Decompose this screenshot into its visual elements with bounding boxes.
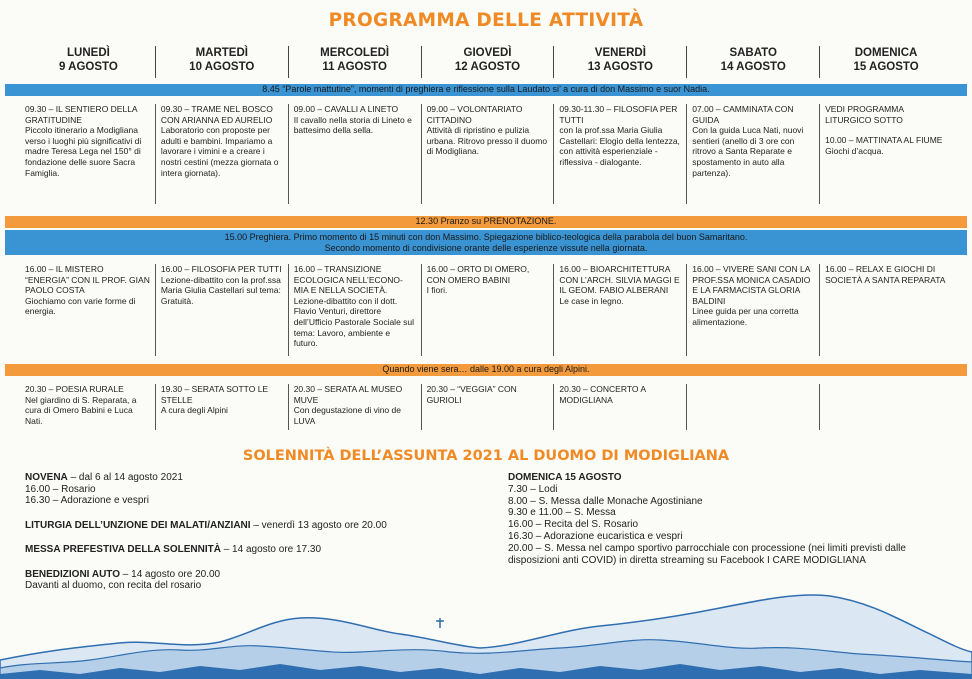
domenica-block: DOMENICA 15 AGOSTO 7.30 – Lodi 8.00 – S. Messa dalle Monache Agostiniane 9.30 e 11.00 – S. Messa 16.00 – Recita del S. Rosario 16.30 – Adorazione eucaristica e vespri 20.00 – S. Messa nel campo sportivo parrocchiale con processione (nei limiti previsti dalle disposizioni anti COVID) in diretta streaming su Facebook I CARE MODIGLIANA — [508, 472, 906, 566]
band-afternoon-prayer: 15.00 Preghiera. Primo momento di 15 minuti con don Massimo. Spiegazione biblico-teologica della parabola del buon Samaritano. Secondo momento di condivisione orante delle esperienze vissute nella giornata. — [5, 230, 967, 255]
page-title: PROGRAMMA DELLE ATTIVITÀ — [328, 10, 644, 31]
morning-row — [22, 104, 952, 204]
activity-cell: 09.30 – TRAME NEL BOSCO CON ARIANNA ED AURELIO Laboratorio con proposte per adulti e bambini. Impariamo a lavorare i vimini e a creare i nostri cestini (mezza giornata o intera giornata). — [155, 104, 288, 204]
activity-cell: 16.00 – RELAX E GIOCHI DI SOCIETÀ A SANTA REPARATA — [819, 264, 952, 356]
activity-cell: 16.00 – TRANSIZIONE ECOLOGICA NELL’ECONO-MIA E NELLA SOCIETÀ. Lezione-dibattito con il dott. Flavio Venturi, direttore dell’Ufficio Pastorale Sociale sul tema: Lavoro, ambiente e futuro. — [288, 264, 421, 356]
afternoon-row — [22, 264, 952, 356]
activity-cell: 20.30 – POESIA RURALE Nel giardino di S. Reparata, a cura di Omero Babini e Luca Nati. — [25, 384, 137, 426]
band-lunch: 12.30 Pranzo su PRENOTAZIONE. — [5, 216, 967, 228]
day-header: VENERDÌ 13 AGOSTO — [553, 46, 686, 78]
benedizioni-block: BENEDIZIONI AUTO – 14 agosto ore 20.00 Davanti al duomo, con recita del rosario — [25, 568, 221, 591]
activity-cell: 16.00 – ORTO DI OMERO, CON OMERO BABINI I fiori. — [421, 264, 554, 356]
day-header: MARTEDÌ 10 AGOSTO — [155, 46, 288, 78]
activity-cell: 19.30 – SERATA SOTTO LE STELLE A cura degli Alpini — [155, 384, 288, 430]
liturgy-left-column — [25, 472, 465, 605]
evening-row — [22, 384, 952, 430]
activity-cell: 09.00 – VOLONTARIATO CITTADINO Attività di ripristino e pulizia urbana. Ritrovo presso il duomo di Modigliana. — [421, 104, 554, 204]
messa-prefestiva-block: MESSA PREFESTIVA DELLA SOLENNITÀ – 14 agosto ore 17.30 — [25, 544, 322, 555]
activity-cell: 07.00 – CAMMINATA CON GUIDA Con la guida Luca Nati, nuovi sentieri (anello di 3 ore con ritrovo a Santa Reparate e spostamento in auto alla partenza). — [686, 104, 819, 204]
liturgia-block: LITURGIA DELL’UNZIONE DEI MALATI/ANZIANI – venerdì 13 agosto ore 20.00 — [25, 519, 387, 531]
activity-cell: 09.00 – CAVALLI A LINETO Il cavallo nella storia di Lineto e battesimo della sella. — [288, 104, 421, 204]
day-header: SABATO 14 AGOSTO — [686, 46, 819, 78]
activity-cell: 20.30 – “VEGGIA” CON GURIOLI — [421, 384, 554, 430]
day-header: MERCOLEDÌ 11 AGOSTO — [288, 46, 421, 78]
section-subtitle: SOLENNITÀ DELL’ASSUNTA 2021 AL DUOMO DI MODIGLIANA — [242, 448, 730, 464]
day-header: LUNEDÌ 9 AGOSTO — [59, 47, 118, 73]
mountains-illustration — [0, 590, 972, 679]
day-header: DOMENICA 15 AGOSTO — [819, 46, 952, 78]
day-header: GIOVEDÌ 12 AGOSTO — [421, 46, 554, 78]
activity-cell: 09.30 – IL SENTIERO DELLA GRATITUDINE Piccolo itinerario a Modigliana verso i luoghi più significativi di madre Teresa Lega nel 150° di fondazione delle suore Sacra Famiglia. — [25, 104, 142, 178]
activity-cell: 16.00 – IL MISTERO “ENERGIA” CON IL PROF. GIAN PAOLO COSTA Giochiamo con varie forme di energia. — [25, 264, 150, 317]
activity-cell — [686, 384, 819, 430]
activity-cell: 16.00 – FILOSOFIA PER TUTTI Lezione-dibattito con la prof.ssa Maria Giulia Castellari sul tema: Gratuità. — [155, 264, 288, 356]
activity-cell: 20.30 – CONCERTO A MODIGLIANA — [553, 384, 686, 430]
activity-cell: 20.30 – SERATA AL MUSEO MUVE Con degustazione di vino de LUVA — [288, 384, 421, 430]
days-header — [22, 46, 952, 78]
novena-block: NOVENA – dal 6 al 14 agosto 2021 16.00 – Rosario 16.30 – Adorazione e vespri — [25, 472, 183, 506]
activity-cell — [819, 384, 952, 430]
band-morning-prayer: 8.45 “Parole mattutine”, momenti di preghiera e riflessione sulla Laudato si’ a cura di don Massimo e suor Nadia. — [5, 84, 967, 96]
band-evening: Quando viene sera… dalle 19.00 a cura degli Alpini. — [5, 364, 967, 376]
activity-cell: 16.00 – VIVERE SANI CON LA PROF.SSA MONICA CASADIO E LA FARMACISTA GLORIA BALDINI Linee guida per una corretta alimentazione. — [686, 264, 819, 356]
activity-cell: 09.30-11.30 – FILOSOFIA PER TUTTI con la prof.ssa Maria Giulia Castellari: Elogio della lentezza, con attività esperienziale - riflessiva - dialogante. — [553, 104, 686, 204]
activity-cell: 16.00 – BIOARCHITETTURA CON L’ARCH. SILVIA MAGGI E IL GEOM. FABIO ALBERANI Le case in legno. — [553, 264, 686, 356]
activity-cell: VEDI PROGRAMMA LITURGICO SOTTO 10.00 – MATTINATA AL FIUME Giochi d’acqua. — [819, 104, 952, 204]
